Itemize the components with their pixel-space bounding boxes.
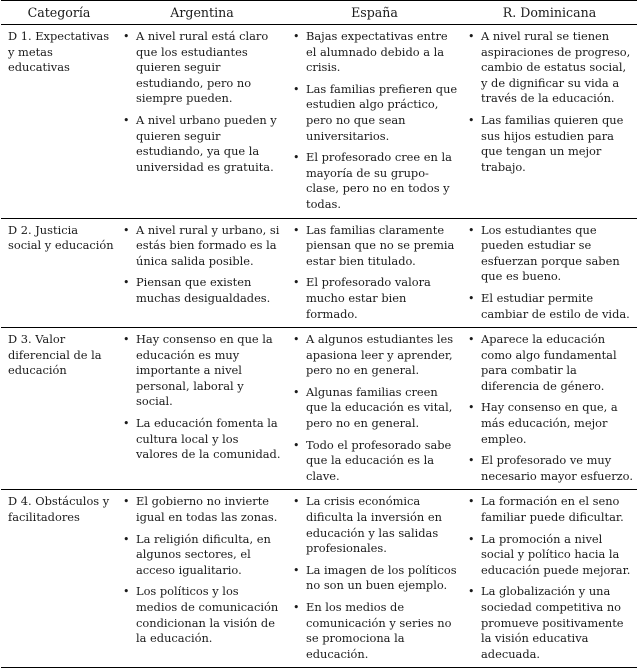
bullet-icon: • [468,291,475,305]
list-item [467,494,633,525]
list-item-text: En los medios de comunicación y series no se promociona la educación. [306,600,452,661]
bullet-icon: • [123,532,130,546]
bullet-icon: • [468,532,475,546]
list-item [122,29,283,107]
bullet-list [122,332,283,463]
bullet-icon: • [468,495,475,509]
argentina-cell [117,490,287,668]
list-item [467,400,633,447]
list-item [122,584,283,646]
bullet-list [122,29,283,175]
list-item-text: Las familias claramente piensan que no se premia estar bien titulado. [306,222,455,268]
bullet-icon: • [468,333,475,347]
list-item [292,385,458,432]
argentina-cell [117,25,287,219]
list-item [467,113,633,175]
comparison-table [1,0,637,668]
list-item [467,453,633,484]
list-item-text: El profesorado ve muy necesario mayor esfuerzo. [481,453,633,483]
list-item-text: El profesorado cree en la mayoría de su grupo-clase, pero no en todos y todas. [306,150,452,211]
bullet-icon: • [123,276,130,290]
espana-cell [287,490,462,668]
list-item-text: A nivel urbano pueden y quieren seguir estudiando, ya que la universidad es gratuita. [136,112,277,174]
list-item-text: La imagen de los políticos no son un buen ejemplo. [306,562,457,593]
bullet-icon: • [123,585,130,599]
list-item [292,563,458,594]
bullet-icon: • [293,495,300,509]
list-item [292,223,458,270]
bullet-list [467,29,633,175]
list-item-text: Hay consenso en que la educación es muy importante a nivel personal, laboral y social. [136,332,273,409]
bullet-icon: • [293,601,300,614]
list-item-text: A nivel rural y urbano, si estás bien formado es la única salida posible. [136,222,280,268]
table-header-row [1,1,637,25]
category-cell: D 4. Obstáculos y facilitadores [8,494,110,525]
list-item-text: El gobierno no invierte igual en todas las zonas. [136,494,278,525]
espana-cell [287,25,462,219]
bullet-icon: • [123,495,130,509]
category-cell: D 2. Justicia social y educación [8,222,114,253]
list-item-text: Los políticos y los medios de comunicación condicionan la visión de la educación. [136,584,279,646]
table-row [1,218,637,328]
list-item [467,29,633,107]
bullet-icon: • [293,438,300,452]
list-item-text: Hay consenso en que, a más educación, mejor empleo. [481,400,618,446]
bullet-icon: • [468,113,475,127]
bullet-icon: • [123,333,130,347]
list-item [292,600,458,662]
list-item [467,532,633,579]
bullet-icon: • [293,333,300,347]
list-item [467,223,633,285]
bullet-icon: • [293,276,300,290]
list-item-text: A nivel rural está claro que los estudiantes quieren seguir estudiando, pero no siempre pueden. [136,29,269,106]
bullet-icon: • [293,563,300,577]
list-item-text: Algunas familias creen que la educación es vital, pero no en general. [306,384,453,431]
bullet-icon: • [293,385,300,399]
list-item [292,150,458,212]
list-item-text: La crisis económica dificulta la inversión en educación y las salidas profesionales. [306,494,442,556]
bullet-icon: • [123,30,130,43]
bullet-icon: • [293,151,300,165]
list-item [292,494,458,556]
table-row [1,490,637,668]
bullet-icon: • [468,454,475,468]
list-item-text: A nivel rural se tienen aspiraciones de progreso, cambio de estatus social, y de dignificar su vida a través de la educación. [481,29,631,106]
list-item [467,291,633,322]
list-item [122,494,283,525]
argentina-cell [117,218,287,328]
list-item-text: A algunos estudiantes les apasiona leer y aprender, pero no en general. [306,332,454,378]
bullet-icon: • [468,223,475,237]
bullet-icon: • [123,417,130,431]
bullet-icon: • [293,82,300,96]
espana-cell [287,218,462,328]
header-argentina: Argentina [117,1,287,25]
list-item-text: Los estudiantes que pueden estudiar se esfuerzan porque saben que es bueno. [481,222,620,284]
bullet-list [292,332,458,484]
list-item [292,332,458,379]
list-item [122,223,283,270]
bullet-icon: • [293,30,300,43]
bullet-list [467,223,633,323]
dominicana-cell [462,490,637,668]
bullet-icon: • [293,223,300,237]
bullet-list [292,494,458,662]
list-item-text: Todo el profesorado sabe que la educación es la clave. [306,437,452,483]
bullet-icon: • [468,30,475,43]
list-item-text: La promoción a nivel social y político hacia la educación puede mejorar. [481,531,631,577]
list-item-text: La formación en el seno familiar puede dificultar. [481,494,624,525]
list-item-text: Aparece la educación como algo fundamental para combatir la diferencia de género. [481,332,617,393]
argentina-cell [117,328,287,490]
list-item [467,584,633,662]
list-item [122,275,283,306]
list-item-text: Bajas expectativas entre el alumnado debido a la crisis. [306,29,448,75]
dominicana-cell [462,328,637,490]
list-item-text: La globalización y una sociedad competitiva no promueve positivamente la visión educativa adecuada. [481,584,624,661]
category-cell: D 3. Valor diferencial de la educación [8,332,102,378]
header-categoria: Categoría [1,1,117,25]
bullet-list [292,29,458,213]
list-item-text: La religión dificulta, en algunos sectores, el acceso igualitario. [136,531,271,577]
table-row [1,25,637,219]
list-item [292,82,458,144]
espana-cell [287,328,462,490]
bullet-icon: • [123,113,130,127]
bullet-icon: • [468,401,475,415]
bullet-icon: • [123,223,130,237]
list-item [292,438,458,485]
list-item [122,416,283,463]
list-item [292,275,458,322]
category-cell: D 1. Expectativas y metas educativas [8,29,110,75]
list-item [122,532,283,579]
bullet-list [122,494,283,646]
dominicana-cell [462,25,637,219]
bullet-list [292,223,458,323]
list-item-text: Las familias prefieren que estudien algo práctico, pero no que sean universitarios. [306,81,458,143]
list-item [122,113,283,175]
list-item-text: El profesorado valora mucho estar bien formado. [306,275,431,321]
dominicana-cell [462,218,637,328]
bullet-icon: • [468,585,475,599]
list-item [292,29,458,76]
bullet-list [467,332,633,484]
list-item [467,332,633,394]
list-item-text: El estudiar permite cambiar de estilo de vida. [481,290,630,321]
table-row [1,328,637,490]
header-dominicana: R. Dominicana [462,1,637,25]
bullet-list [122,223,283,307]
list-item-text: Piensan que existen muchas desigualdades. [136,275,271,305]
header-espana: España [287,1,462,25]
bullet-list [467,494,633,662]
list-item [122,332,283,410]
list-item-text: La educación fomenta la cultura local y los valores de la comunidad. [136,416,281,462]
list-item-text: Las familias quieren que sus hijos estudien para que tengan un mejor trabajo. [481,112,624,174]
